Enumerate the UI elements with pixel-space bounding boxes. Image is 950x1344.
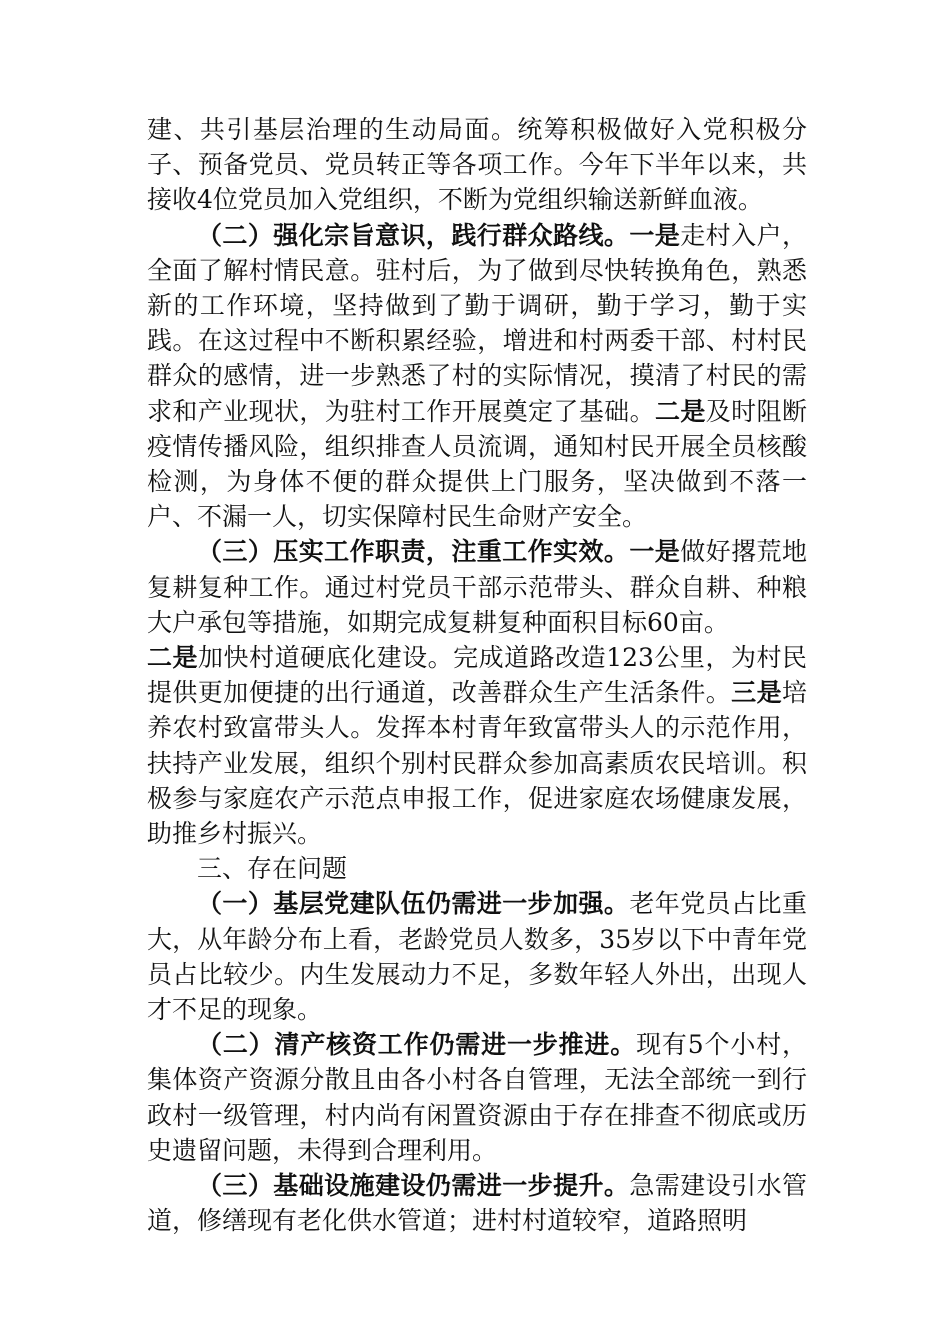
paragraph-text: 培养农村致富带头人。发挥本村青年致富带头人的示范作用，扶持产业发展，组织个别村民群众参加高素质农民培训。积极参与家庭农产示范点申报工作，促进家庭农场健康发展，助推乡村振兴。 [147,678,807,849]
enumeration-marker-1: 一是 [629,220,681,250]
enumeration-marker-2: 二是 [147,643,199,673]
paragraph-text: 老年党员占比重大，从年龄分布上看，老龄党员人数多，35岁以下中青年党员占比较少。内生发展动力不足，多数年轻人外出，出现人才不足的现象。 [147,889,807,1025]
paragraph-mass-line [147,218,807,535]
enumeration-marker-3: 三是 [731,678,782,708]
paragraph-text: 建、共引基层治理的生动局面。统筹积极做好入党积极分子、预备党员、党员转正等各项工作。今年下半年以来，共接收4位党员加入党组织，不断为党组织输送新鲜血液。 [147,115,807,215]
paragraph-lead: （二）清产核资工作仍需进一步推进。 [197,1030,637,1060]
paragraph-text: 做好撂荒地复耕复种工作。通过村党员干部示范带头、群众自耕、种粮大户承包等措施，如期完成复耕复种面积目标60亩。 [147,537,807,637]
paragraph-infrastructure [147,1168,807,1238]
paragraph-lead: （三）基础设施建设仍需进一步提升。 [197,1171,630,1201]
paragraph-party-building-continued [147,112,807,218]
paragraph-text: 走村入户，全面了解村情民意。驻村后，为了做到尽快转换角色，熟悉新的工作环境，坚持做到了勤于调研，勤于学习，勤于实践。在这过程中不断积累经验，增进和村两委干部、村村民群众的感情，进一步熟悉了村的实际情况，摸清了村民的需求和产业现状，为驻村工作开展奠定了基础。 [147,220,807,426]
paragraph-party-team [147,886,807,1027]
paragraph-text: 现有5个小村，集体资产资源分散且由各小村各自管理，无法全部统一到行政村一级管理，村内尚有闲置资源由于存在排查不彻底或历史遗留问题，未得到合理利用。 [147,1030,807,1165]
section-heading: 三、存在问题 [197,854,348,884]
paragraph-text: 加快村道硬底化建设。完成道路改造123公里，为村民提供更加便捷的出行通道，改善群众生产生活条件。 [147,643,807,708]
paragraph-work-effectiveness [147,534,807,851]
paragraph-text: 及时阻断疫情传播风险，组织排查人员流调，通知村民开展全员核酸检测，为身体不便的群众提供上门服务，坚决做到不落一户、不漏一人，切实保障村民生命财产安全。 [147,396,807,532]
enumeration-marker-2: 二是 [654,396,706,426]
enumeration-marker-1: 一是 [629,537,681,567]
paragraph-asset-verification [147,1027,807,1168]
paragraph-text: 急需建设引水管道，修缮现有老化供水管道；进村村道较窄，道路照明 [147,1171,807,1236]
document-body [147,112,807,1239]
paragraph-lead: （二）强化宗旨意识，践行群众路线。 [197,220,630,250]
paragraph-lead: （三）压实工作职责，注重工作实效。 [197,537,630,567]
paragraph-lead: （一）基层党建队伍仍需进一步加强。 [197,889,630,919]
